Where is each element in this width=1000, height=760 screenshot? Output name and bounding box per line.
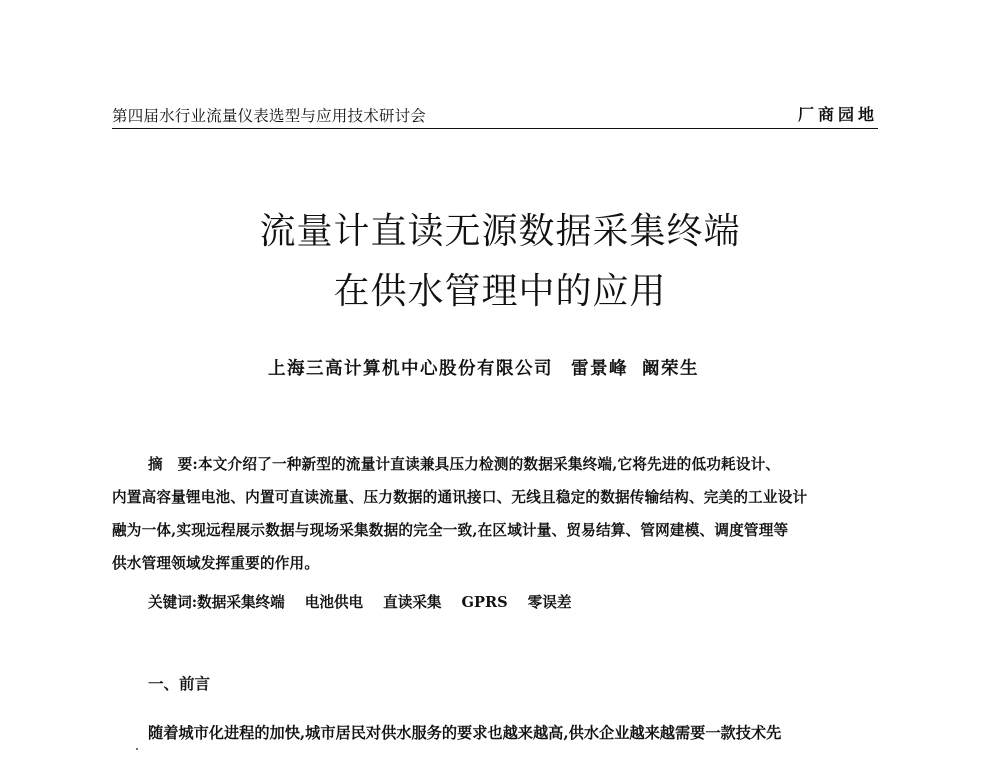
organization: 上海三高计算机中心股份有限公司 xyxy=(268,359,553,379)
scan-speck xyxy=(136,748,138,750)
keyword: 直读采集 xyxy=(383,594,442,611)
section-heading: 一、前言 xyxy=(148,675,211,693)
conference-name: 第四届水行业流量仪表选型与应用技术研讨会 xyxy=(112,107,427,125)
byline xyxy=(268,355,699,380)
keyword: 零误差 xyxy=(527,594,572,611)
abstract-line-2: 内置高容量锂电池、内置可直读流量、压力数据的通讯接口、无线且稳定的数据传输结构、完美的工业设计 xyxy=(112,489,808,506)
abstract-line-4: 供水管理领域发挥重要的作用。 xyxy=(112,555,320,572)
paper-title-line-2: 在供水管理中的应用 xyxy=(333,271,667,312)
body-text-line: 随着城市化进程的加快,城市居民对供水服务的要求也越来越高,供水企业越来越需要一款技术先 xyxy=(148,724,782,742)
abstract-text: 本文介绍了一种新型的流量计直读兼具压力检测的数据采集终端,它将先进的低功耗设计、 xyxy=(197,456,781,473)
author-1: 雷景峰 xyxy=(571,359,628,379)
running-header xyxy=(112,104,878,128)
abstract-label: 摘 要: xyxy=(148,456,198,473)
keywords-label: 关键词: xyxy=(148,594,198,611)
abstract-line-1 xyxy=(112,448,884,481)
keyword: 电池供电 xyxy=(304,594,364,611)
keyword: 数据采集终端 xyxy=(197,594,285,611)
header-rule xyxy=(112,128,878,129)
author-2: 阚荣生 xyxy=(642,359,699,379)
abstract-line-3: 融为一体,实现远程展示数据与现场采集数据的完全一致,在区域计量、贸易结算、管网建模、调度管理等 xyxy=(112,522,789,539)
paper-title-line-1: 流量计直读无源数据采集终端 xyxy=(259,211,741,252)
keyword: GPRS xyxy=(461,594,508,611)
abstract xyxy=(112,448,884,580)
section-name: 厂商园地 xyxy=(797,105,878,124)
keywords xyxy=(148,591,571,612)
